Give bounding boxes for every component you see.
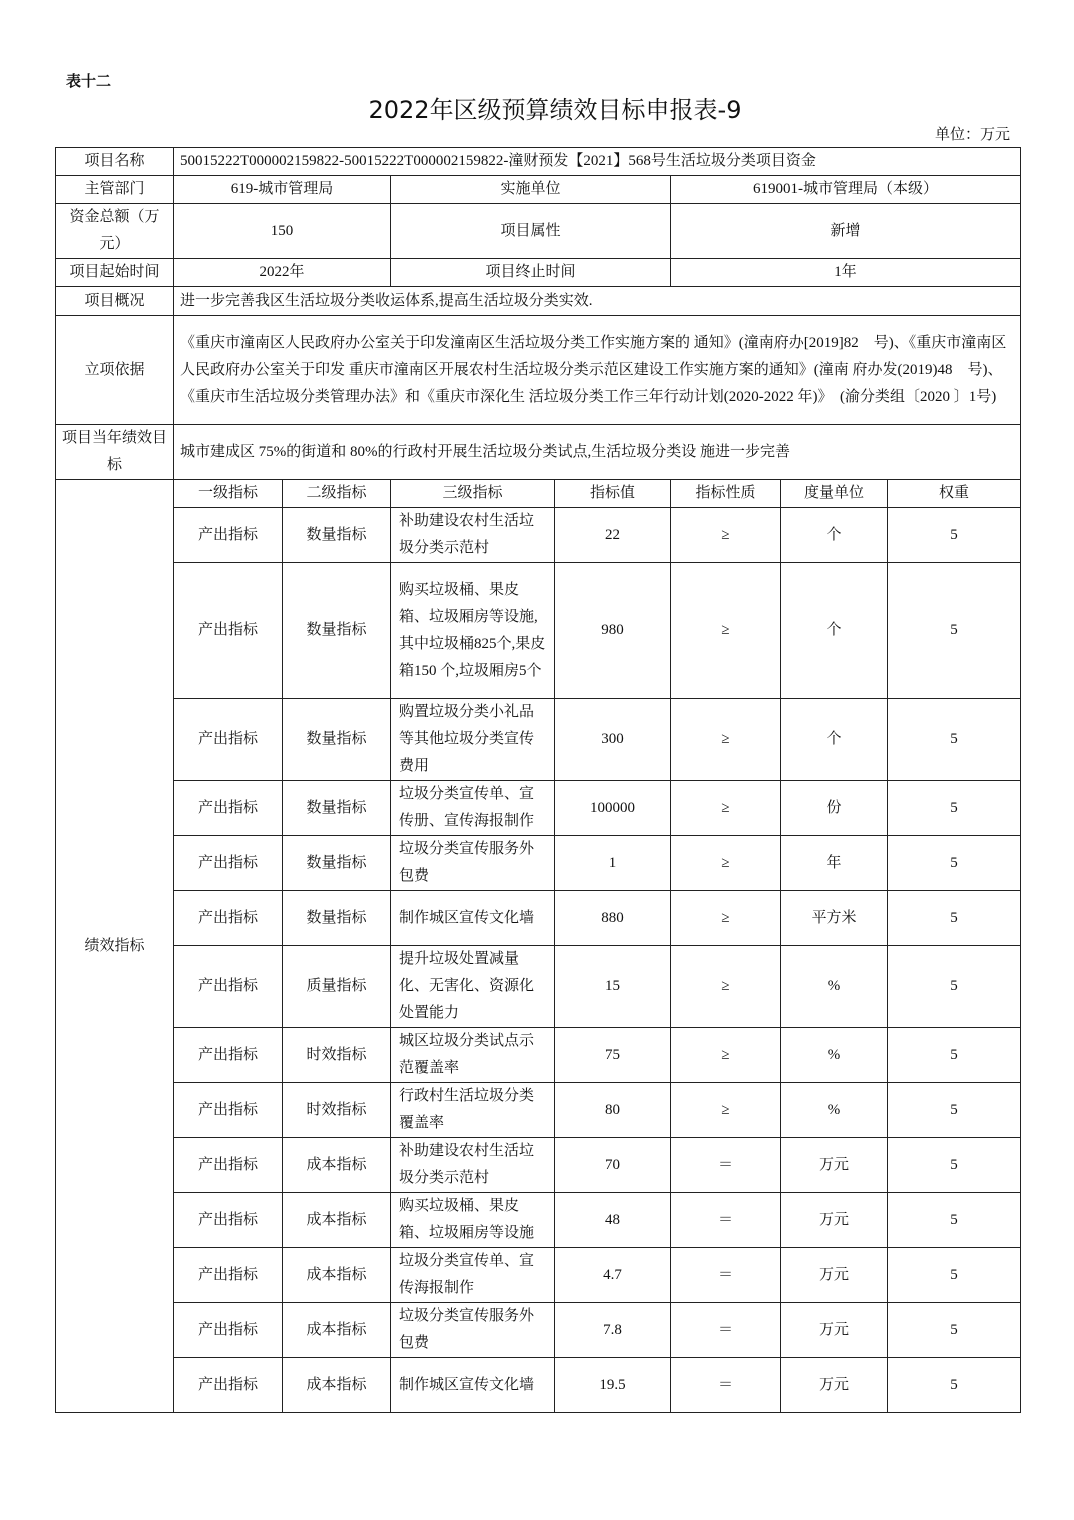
cell-weight: 5: [888, 1028, 1021, 1083]
cell-unit: 万元: [781, 1303, 888, 1358]
cell-nature: ≥: [671, 781, 781, 836]
cell-unit: 年: [781, 836, 888, 891]
cell-level3: 补助建设农村生活垃圾分类示范村: [391, 1138, 555, 1193]
cell-level3: 补助建设农村生活垃圾分类示范村: [391, 508, 555, 563]
cell-unit: %: [781, 946, 888, 1028]
cell-nature: ≥: [671, 836, 781, 891]
start-label: 项目起始时间: [56, 259, 174, 287]
cell-level1: 产出指标: [174, 1193, 283, 1248]
table-row: [56, 781, 1021, 836]
cell-level1: 产出指标: [174, 946, 283, 1028]
cell-value: 1: [555, 836, 671, 891]
header-nature: 指标性质: [671, 480, 781, 508]
cell-level3: 购置垃圾分类小礼品等其他垃圾分类宣传费用: [391, 699, 555, 781]
cell-level3: 垃圾分类宣传单、宣传册、宣传海报制作: [391, 781, 555, 836]
cell-level3: 垃圾分类宣传单、宣传海报制作: [391, 1248, 555, 1303]
header-value: 指标值: [555, 480, 671, 508]
end-label: 项目终止时间: [391, 259, 671, 287]
cell-level2: 数量指标: [283, 781, 391, 836]
amount-value: 150: [174, 204, 391, 259]
cell-level3: 制作城区宣传文化墙: [391, 1358, 555, 1413]
cell-nature: ＝: [671, 1138, 781, 1193]
cell-weight: 5: [888, 891, 1021, 946]
cell-nature: ＝: [671, 1358, 781, 1413]
cell-level2: 成本指标: [283, 1303, 391, 1358]
cell-nature: ＝: [671, 1248, 781, 1303]
cell-level2: 数量指标: [283, 508, 391, 563]
cell-value: 19.5: [555, 1358, 671, 1413]
cell-nature: ≥: [671, 1083, 781, 1138]
cell-weight: 5: [888, 946, 1021, 1028]
cell-nature: ≥: [671, 508, 781, 563]
cell-value: 48: [555, 1193, 671, 1248]
cell-level3: 城区垃圾分类试点示范覆盖率: [391, 1028, 555, 1083]
cell-value: 75: [555, 1028, 671, 1083]
overview-label: 项目概况: [56, 287, 174, 316]
cell-level2: 数量指标: [283, 563, 391, 699]
table-row: [56, 946, 1021, 1028]
table-row: [56, 1303, 1021, 1358]
basis-value: 《重庆市潼南区人民政府办公室关于印发潼南区生活垃圾分类工作实施方案的 通知》(潼南府办[2019]82 号)、《重庆市潼南区人民政府办公室关于印发 重庆市潼南区开展农村生活垃圾分类示范区建设工作实施方案的通知》(潼南 府办发(2019)48 号)、 《重庆市生活垃圾分类管理办法》和《重庆市深化生 活垃圾分类工作三年行动计划(2020-2022 年)》 (渝分类组〔2020 〕1号): [174, 316, 1021, 425]
cell-value: 70: [555, 1138, 671, 1193]
cell-level1: 产出指标: [174, 1358, 283, 1413]
overview-value: 进一步完善我区生活垃圾分类收运体系,提高生活垃圾分类实效.: [174, 287, 1021, 316]
impl-label: 实施单位: [391, 176, 671, 204]
cell-level1: 产出指标: [174, 781, 283, 836]
dept-label: 主管部门: [56, 176, 174, 204]
cell-level1: 产出指标: [174, 563, 283, 699]
cell-level3: 购买垃圾桶、果皮箱、垃圾厢房等设施: [391, 1193, 555, 1248]
page-title: 2022年区级预算绩效目标申报表-9: [368, 96, 742, 124]
end-value: 1年: [671, 259, 1021, 287]
header-level1: 一级指标: [174, 480, 283, 508]
table-number: 表十二: [66, 72, 112, 90]
table-row: [56, 563, 1021, 699]
cell-weight: 5: [888, 563, 1021, 699]
indicators-section-label: 绩效指标: [56, 480, 174, 1413]
budget-performance-table: [55, 147, 1021, 1413]
cell-level1: 产出指标: [174, 1248, 283, 1303]
cell-weight: 5: [888, 1138, 1021, 1193]
start-value: 2022年: [174, 259, 391, 287]
cell-level2: 质量指标: [283, 946, 391, 1028]
table-row: [56, 1358, 1021, 1413]
cell-unit: 万元: [781, 1358, 888, 1413]
amount-label: 资金总额（万元）: [56, 204, 174, 259]
cell-level2: 成本指标: [283, 1193, 391, 1248]
cell-nature: ≥: [671, 699, 781, 781]
cell-unit: %: [781, 1083, 888, 1138]
cell-nature: ＝: [671, 1193, 781, 1248]
cell-level2: 数量指标: [283, 836, 391, 891]
table-row: [56, 1193, 1021, 1248]
goal-label: 项目当年绩效目标: [56, 425, 174, 480]
cell-level2: 成本指标: [283, 1138, 391, 1193]
cell-value: 300: [555, 699, 671, 781]
cell-unit: 平方米: [781, 891, 888, 946]
unit-label: 单位：万元: [934, 127, 1010, 143]
cell-value: 880: [555, 891, 671, 946]
cell-level2: 成本指标: [283, 1248, 391, 1303]
cell-weight: 5: [888, 1083, 1021, 1138]
cell-unit: 万元: [781, 1248, 888, 1303]
project-name-value: 50015222T000002159822-50015222T000002159822-潼财预发【2021】568号生活垃圾分类项目资金: [174, 148, 1021, 176]
cell-weight: 5: [888, 699, 1021, 781]
cell-level2: 时效指标: [283, 1083, 391, 1138]
cell-level2: 成本指标: [283, 1358, 391, 1413]
cell-unit: 份: [781, 781, 888, 836]
cell-unit: 个: [781, 563, 888, 699]
header-level2: 二级指标: [283, 480, 391, 508]
cell-level3: 制作城区宣传文化墙: [391, 891, 555, 946]
cell-level2: 数量指标: [283, 891, 391, 946]
goal-value: 城市建成区 75%的街道和 80%的行政村开展生活垃圾分类试点,生活垃圾分类设 施进一步完善: [174, 425, 1021, 480]
table-row: [56, 1138, 1021, 1193]
cell-nature: ≥: [671, 1028, 781, 1083]
cell-weight: 5: [888, 508, 1021, 563]
cell-weight: 5: [888, 1193, 1021, 1248]
header-weight: 权重: [888, 480, 1021, 508]
cell-level1: 产出指标: [174, 1303, 283, 1358]
cell-level1: 产出指标: [174, 1138, 283, 1193]
attr-value: 新增: [671, 204, 1021, 259]
cell-unit: %: [781, 1028, 888, 1083]
cell-level3: 购买垃圾桶、果皮箱、垃圾厢房等设施,其中垃圾桶825个,果皮箱150 个,垃圾厢房5个: [391, 563, 555, 699]
attr-label: 项目属性: [391, 204, 671, 259]
cell-unit: 个: [781, 699, 888, 781]
cell-level3: 提升垃圾处置减量化、无害化、资源化处置能力: [391, 946, 555, 1028]
cell-unit: 万元: [781, 1138, 888, 1193]
project-name-label: 项目名称: [56, 148, 174, 176]
cell-level2: 时效指标: [283, 1028, 391, 1083]
table-row: [56, 891, 1021, 946]
cell-value: 7.8: [555, 1303, 671, 1358]
cell-unit: 个: [781, 508, 888, 563]
table-row: [56, 1083, 1021, 1138]
cell-weight: 5: [888, 836, 1021, 891]
table-row: [56, 508, 1021, 563]
cell-weight: 5: [888, 781, 1021, 836]
cell-level3: 垃圾分类宣传服务外包费: [391, 836, 555, 891]
cell-weight: 5: [888, 1248, 1021, 1303]
cell-value: 980: [555, 563, 671, 699]
cell-level1: 产出指标: [174, 508, 283, 563]
table-row: [56, 1248, 1021, 1303]
cell-level1: 产出指标: [174, 699, 283, 781]
cell-unit: 万元: [781, 1193, 888, 1248]
impl-value: 619001-城市管理局（本级）: [671, 176, 1021, 204]
table-row: [56, 836, 1021, 891]
table-row: [56, 1028, 1021, 1083]
cell-weight: 5: [888, 1303, 1021, 1358]
cell-level1: 产出指标: [174, 1083, 283, 1138]
cell-level3: 垃圾分类宣传服务外包费: [391, 1303, 555, 1358]
cell-level1: 产出指标: [174, 836, 283, 891]
cell-level1: 产出指标: [174, 891, 283, 946]
dept-value: 619-城市管理局: [174, 176, 391, 204]
cell-value: 4.7: [555, 1248, 671, 1303]
cell-nature: ＝: [671, 1303, 781, 1358]
cell-nature: ≥: [671, 946, 781, 1028]
basis-label: 立项依据: [56, 316, 174, 425]
cell-weight: 5: [888, 1358, 1021, 1413]
cell-value: 80: [555, 1083, 671, 1138]
header-level3: 三级指标: [391, 480, 555, 508]
cell-level2: 数量指标: [283, 699, 391, 781]
cell-value: 22: [555, 508, 671, 563]
cell-value: 100000: [555, 781, 671, 836]
cell-level3: 行政村生活垃圾分类覆盖率: [391, 1083, 555, 1138]
cell-nature: ≥: [671, 563, 781, 699]
table-row: [56, 699, 1021, 781]
header-unit: 度量单位: [781, 480, 888, 508]
cell-value: 15: [555, 946, 671, 1028]
cell-level1: 产出指标: [174, 1028, 283, 1083]
cell-nature: ≥: [671, 891, 781, 946]
